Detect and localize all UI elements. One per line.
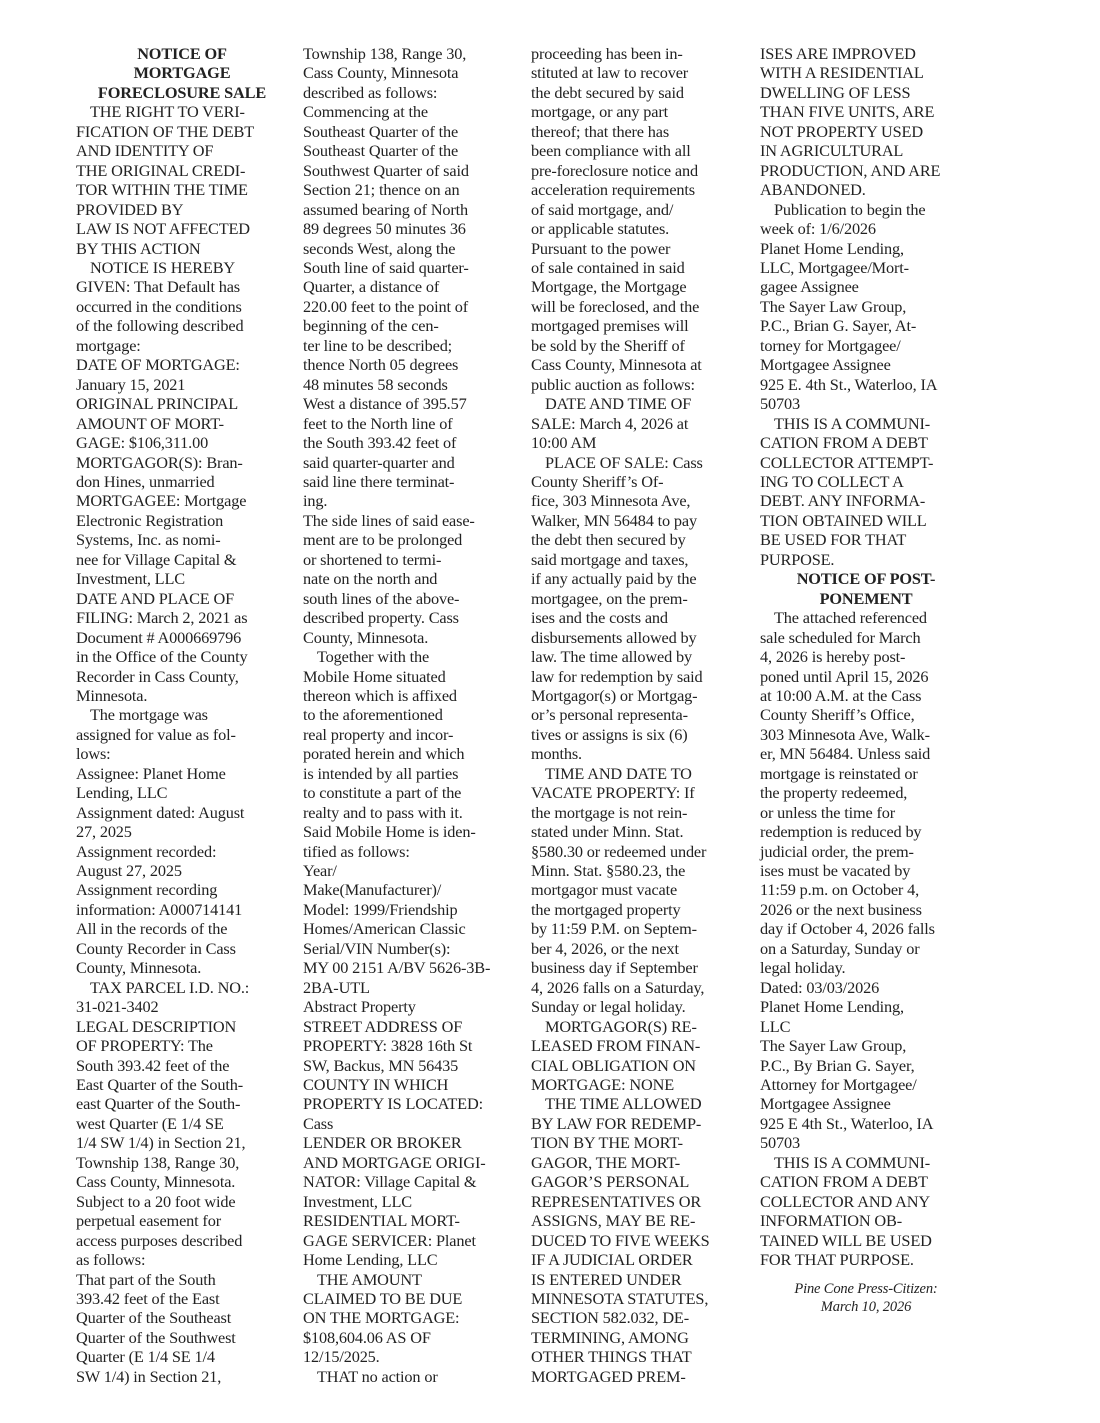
paragraph-start-line: TAX PARCEL I.D. NO.:: [90, 977, 250, 997]
text-line: redemption is reduced by: [760, 822, 922, 842]
text-line: or shortened to termi-: [303, 549, 442, 569]
text-line: Assignment dated: August: [76, 802, 245, 822]
text-line: FOR THAT PURPOSE.: [760, 1250, 914, 1270]
column-4: [760, 44, 972, 1316]
text-line: ISES ARE IMPROVED: [760, 44, 916, 63]
text-line: The Sayer Law Group,: [760, 296, 907, 316]
text-line: law. The time allowed by: [531, 647, 692, 667]
text-line: West a distance of 395.57: [303, 394, 467, 414]
paragraph-start-line: Together with the: [317, 647, 430, 667]
text-line: west Quarter (E 1/4 SE: [76, 1113, 224, 1133]
text-line: fice, 303 Minnesota Ave,: [531, 491, 691, 511]
text-line: perpetual easement for: [76, 1211, 221, 1231]
text-line: Model: 1999/Friendship: [303, 899, 458, 919]
text-line: 12/15/2025.: [303, 1347, 380, 1367]
paragraph-start-line: DATE AND TIME OF: [545, 394, 692, 414]
text-line: CATION FROM A DEBT: [760, 1172, 928, 1192]
text-line: PROPERTY: 3828 16th St: [303, 1036, 473, 1056]
text-line: beginning of the cen-: [303, 316, 439, 336]
text-line: er, MN 56484. Unless said: [760, 744, 931, 764]
text-line: BY THIS ACTION: [76, 238, 201, 258]
text-line: FICATION OF THE DEBT: [76, 121, 255, 141]
text-line: BY LAW FOR REDEMP-: [531, 1113, 702, 1133]
text-line: Assignee: Planet Home: [76, 763, 226, 783]
notice-heading: NOTICE OF: [137, 44, 227, 63]
text-line: 10:00 AM: [531, 433, 597, 453]
text-line: Southwest Quarter of said: [303, 160, 469, 180]
text-line: 27, 2025: [76, 822, 132, 842]
text-line: MY 00 2151 A/BV 5626-3B-: [303, 958, 491, 978]
text-line: Mortgagee Assignee: [760, 355, 891, 375]
text-line: DUCED TO FIVE WEEKS: [531, 1230, 710, 1250]
text-line: Cass: [303, 1113, 334, 1133]
text-line: of the following described: [76, 316, 244, 336]
text-line: on a Saturday, Sunday or: [760, 938, 920, 958]
text-line: stituted at law to recover: [531, 63, 689, 83]
text-line: the property redeemed,: [760, 783, 908, 803]
text-line: SALE: March 4, 2026 at: [531, 413, 689, 433]
text-line: gagee Assignee: [760, 277, 859, 297]
text-line: mortgage, or any part: [531, 102, 668, 122]
text-line: LEGAL DESCRIPTION: [76, 1016, 237, 1036]
text-line: proceeding has been in-: [531, 44, 683, 63]
text-line: Minnesota.: [76, 685, 148, 705]
text-line: 393.42 feet of the East: [76, 1289, 220, 1308]
text-line: assigned for value as fol-: [76, 724, 236, 744]
text-line: TION OBTAINED WILL: [760, 510, 927, 530]
text-line: ises and the costs and: [531, 608, 668, 628]
text-line: ment are to be prolonged: [303, 530, 463, 550]
text-line: Mortgagee Assignee: [760, 1094, 891, 1114]
text-line: THAN FIVE UNITS, ARE: [760, 102, 935, 122]
text-line: Section 21; thence on an: [303, 180, 460, 200]
text-line: ABANDONED.: [760, 180, 866, 200]
text-line: LLC, Mortgagee/Mort-: [760, 257, 909, 277]
text-line: LEASED FROM FINAN-: [531, 1036, 701, 1056]
text-line: AND MORTGAGE ORIGI-: [303, 1152, 486, 1172]
text-line: CLAIMED TO BE DUE: [303, 1289, 463, 1308]
paragraph-start-line: The mortgage was: [90, 705, 208, 725]
text-line: ter line to be described;: [303, 335, 453, 355]
text-line: Quarter, a distance of: [303, 277, 440, 297]
column-1: [76, 44, 288, 1386]
text-line: The Sayer Law Group,: [760, 1036, 907, 1056]
text-line: 2BA-UTL: [303, 977, 370, 997]
text-line: pre-foreclosure notice and: [531, 160, 698, 180]
text-line: or’s personal representa-: [531, 705, 688, 725]
text-line: 303 Minnesota Ave, Walk-: [760, 724, 930, 744]
text-line: Quarter of the Southeast: [76, 1308, 232, 1328]
text-line: Serial/VIN Number(s):: [303, 938, 451, 958]
text-line: nate on the north and: [303, 569, 438, 589]
legal-notice-page: [76, 44, 996, 1384]
text-line: SW 1/4) in Section 21,: [76, 1366, 222, 1386]
text-line: INFORMATION OB-: [760, 1211, 903, 1231]
text-line: to constitute a part of the: [303, 783, 462, 803]
text-line: Cass County, Minnesota: [303, 63, 459, 83]
text-line: County Sheriff’s Of-: [531, 471, 664, 491]
text-line: Commencing at the: [303, 102, 428, 122]
text-line: is intended by all parties: [303, 763, 459, 783]
text-line: VACATE PROPERTY: If: [531, 783, 695, 803]
text-line: IN AGRICULTURAL: [760, 141, 904, 161]
text-line: SECTION 582.032, DE-: [531, 1308, 689, 1328]
text-line: P.C., By Brian G. Sayer,: [760, 1055, 915, 1075]
text-line: 2026 or the next business: [760, 899, 922, 919]
text-line: 220.00 feet to the point of: [303, 296, 469, 316]
text-line: at 10:00 A.M. at the Cass: [760, 685, 922, 705]
column-3: [531, 44, 743, 1386]
text-line: legal holiday.: [760, 958, 846, 978]
text-line: will be foreclosed, and the: [531, 296, 700, 316]
text-line: DATE OF MORTGAGE:: [76, 355, 240, 375]
text-line: said mortgage and taxes,: [531, 549, 689, 569]
text-line: East Quarter of the South-: [76, 1075, 244, 1095]
paragraph-start-line: THE RIGHT TO VERI-: [90, 102, 245, 122]
text-line: thereon which is affixed: [303, 685, 457, 705]
text-line: occurred in the conditions: [76, 296, 242, 316]
text-line: described as follows:: [303, 82, 438, 102]
paragraph-start-line: THE TIME ALLOWED: [545, 1094, 702, 1114]
text-line: ON THE MORTGAGE:: [303, 1308, 460, 1328]
text-line: to the aforementioned: [303, 705, 443, 725]
text-line: GIVEN: That Default has: [76, 277, 240, 297]
text-line: by 11:59 P.M. on Septem-: [531, 919, 697, 939]
text-line: NATOR: Village Capital &: [303, 1172, 477, 1192]
text-line: Recorder in Cass County,: [76, 666, 239, 686]
text-line: the mortgaged property: [531, 899, 681, 919]
text-line: Attorney for Mortgagee/: [760, 1075, 917, 1095]
text-line: Mobile Home situated: [303, 666, 446, 686]
text-line: GAGOR, THE MORT-: [531, 1152, 681, 1172]
text-line: IF A JUDICIAL ORDER: [531, 1250, 693, 1270]
text-line: thence North 05 degrees: [303, 355, 459, 375]
text-line: PROPERTY IS LOCATED:: [303, 1094, 483, 1114]
text-line: PRODUCTION, AND ARE: [760, 160, 941, 180]
notice-heading: NOTICE OF POST-: [796, 569, 936, 589]
text-line: judicial order, the prem-: [760, 841, 914, 861]
text-line: IS ENTERED UNDER: [531, 1269, 682, 1289]
text-line: disbursements allowed by: [531, 627, 697, 647]
text-line: Pursuant to the power: [531, 238, 671, 258]
publication-credit: Pine Cone Press-Citizen:: [794, 1280, 938, 1297]
paragraph-start-line: THIS IS A COMMUNI-: [774, 1152, 931, 1172]
text-line: tified as follows:: [303, 841, 410, 861]
text-line: 50703: [760, 1133, 800, 1153]
text-line: TOR WITHIN THE TIME: [76, 180, 248, 200]
text-line: RESIDENTIAL MORT-: [303, 1211, 460, 1231]
text-line: the mortgage is not rein-: [531, 802, 688, 822]
text-line: AMOUNT OF MORT-: [76, 413, 224, 433]
text-line: Planet Home Lending,: [760, 238, 904, 258]
paragraph-start-line: MORTGAGOR(S) RE-: [545, 1016, 697, 1036]
text-line: as follows:: [76, 1250, 146, 1270]
text-line: Dated: 03/03/2026: [760, 977, 880, 997]
text-line: STREET ADDRESS OF: [303, 1016, 463, 1036]
text-line: South line of said quarter-: [303, 257, 469, 277]
text-line: SW, Backus, MN 56435: [303, 1055, 459, 1075]
text-line: Homes/American Classic: [303, 919, 466, 939]
text-line: sale scheduled for March: [760, 627, 921, 647]
text-line: 11:59 p.m. on October 4,: [760, 880, 920, 900]
text-line: public auction as follows:: [531, 374, 695, 394]
text-line: MORTGAGEE: Mortgage: [76, 491, 247, 511]
text-line: the debt then secured by: [531, 530, 686, 550]
text-line: LENDER OR BROKER: [303, 1133, 462, 1153]
text-line: §580.30 or redeemed under: [531, 841, 707, 861]
text-line: ING TO COLLECT A: [760, 471, 904, 491]
text-line: mortgage:: [76, 335, 141, 355]
text-line: 89 degrees 50 minutes 36: [303, 219, 466, 239]
text-line: Mortgage, the Mortgage: [531, 277, 687, 297]
text-line: 50703: [760, 394, 800, 414]
text-line: ASSIGNS, MAY BE RE-: [531, 1211, 696, 1231]
text-line: MINNESOTA STATUTES,: [531, 1289, 709, 1308]
text-line: business day if September: [531, 958, 698, 978]
text-line: Cass County, Minnesota.: [76, 1172, 236, 1192]
text-line: County, Minnesota.: [76, 958, 202, 978]
text-line: seconds West, along the: [303, 238, 456, 258]
text-line: TERMINING, AMONG: [531, 1327, 689, 1347]
text-line: Mortgagor(s) or Mortgag-: [531, 685, 698, 705]
text-line: Investment, LLC: [76, 569, 185, 589]
text-line: 925 E. 4th St., Waterloo, IA: [760, 374, 938, 394]
publication-credit: March 10, 2026: [820, 1298, 912, 1315]
text-line: TAINED WILL BE USED: [760, 1230, 932, 1250]
text-line: assumed bearing of North: [303, 199, 469, 219]
text-line: County, Minnesota.: [303, 627, 429, 647]
text-line: MORTGAGE: NONE: [531, 1075, 674, 1095]
text-line: That part of the South: [76, 1269, 216, 1289]
text-line: $108,604.06 AS OF: [303, 1327, 431, 1347]
text-line: 31-021-3402: [76, 997, 159, 1017]
text-line: or applicable statutes.: [531, 219, 670, 239]
text-line: January 15, 2021: [76, 374, 186, 394]
text-line: Walker, MN 56484 to pay: [531, 510, 697, 530]
text-line: real property and incor-: [303, 724, 454, 744]
column-2: [303, 44, 515, 1386]
text-line: Electronic Registration: [76, 510, 224, 530]
text-line: said quarter-quarter and: [303, 452, 455, 472]
paragraph-start-line: TIME AND DATE TO: [545, 763, 692, 783]
paragraph-start-line: Publication to begin the: [774, 199, 926, 219]
text-line: BE USED FOR THAT: [760, 530, 907, 550]
text-line: P.C., Brian G. Sayer, At-: [760, 316, 917, 336]
text-line: mortgagor must vacate: [531, 880, 678, 900]
notice-heading: MORTGAGE: [133, 63, 231, 83]
text-line: day if October 4, 2026 falls: [760, 919, 935, 939]
text-line: August 27, 2025: [76, 861, 182, 881]
text-line: information: A000714141: [76, 899, 243, 919]
text-line: COLLECTOR ATTEMPT-: [760, 452, 934, 472]
text-line: or unless the time for: [760, 802, 896, 822]
text-line: Abstract Property: [303, 997, 416, 1017]
text-line: law for redemption by said: [531, 666, 703, 686]
text-line: County Sheriff’s Office,: [760, 705, 915, 725]
text-line: of sale contained in said: [531, 257, 685, 277]
text-line: 1/4 SW 1/4) in Section 21,: [76, 1133, 246, 1153]
text-line: acceleration requirements: [531, 180, 695, 200]
text-line: Southeast Quarter of the: [303, 141, 459, 161]
text-line: of said mortgage, and/: [531, 199, 674, 219]
text-line: mortgaged premises will: [531, 316, 689, 336]
text-line: CATION FROM A DEBT: [760, 433, 928, 453]
text-line: Year/: [303, 861, 337, 881]
text-line: Quarter (E 1/4 SE 1/4: [76, 1347, 215, 1367]
text-line: PURPOSE.: [760, 549, 835, 569]
text-line: Systems, Inc. as nomi-: [76, 530, 221, 550]
text-line: nee for Village Capital &: [76, 549, 237, 569]
text-line: don Hines, unmarried: [76, 471, 215, 491]
text-line: access purposes described: [76, 1230, 243, 1250]
text-line: Township 138, Range 30,: [76, 1152, 240, 1172]
text-line: REPRESENTATIVES OR: [531, 1191, 702, 1211]
text-line: torney for Mortgagee/: [760, 335, 901, 355]
spacer: [760, 1270, 972, 1280]
text-line: 48 minutes 58 seconds: [303, 374, 448, 394]
text-line: mortgagee, on the prem-: [531, 588, 688, 608]
notice-heading: FORECLOSURE SALE: [97, 82, 267, 102]
paragraph-start-line: THIS IS A COMMUNI-: [774, 413, 931, 433]
text-line: OF PROPERTY: The: [76, 1036, 213, 1056]
text-line: Assignment recorded:: [76, 841, 217, 861]
text-line: Cass County, Minnesota at: [531, 355, 702, 375]
text-line: GAGOR’S PERSONAL: [531, 1172, 690, 1192]
text-line: Planet Home Lending,: [760, 997, 904, 1017]
text-line: Township 138, Range 30,: [303, 44, 467, 63]
text-line: the debt secured by said: [531, 82, 684, 102]
text-line: east Quarter of the South-: [76, 1094, 241, 1114]
text-line: the South 393.42 feet of: [303, 433, 457, 453]
text-line: realty and to pass with it.: [303, 802, 463, 822]
text-line: COUNTY IN WHICH: [303, 1075, 449, 1095]
text-line: south lines of the above-: [303, 588, 460, 608]
paragraph-start-line: THAT no action or: [317, 1366, 438, 1386]
notice-heading: PONEMENT: [819, 588, 913, 608]
text-line: THE ORIGINAL CREDI-: [76, 160, 246, 180]
text-line: DATE AND PLACE OF: [76, 588, 235, 608]
text-line: ises must be vacated by: [760, 861, 911, 881]
text-line: MORTGAGOR(S): Bran-: [76, 452, 243, 472]
text-line: months.: [531, 744, 582, 764]
text-line: TION BY THE MORT-: [531, 1133, 683, 1153]
text-line: Minn. Stat. §580.23, the: [531, 861, 686, 881]
text-line: GAGE: $106,311.00: [76, 433, 209, 453]
text-line: Southeast Quarter of the: [303, 121, 459, 141]
text-line: MORTGAGED PREM-: [531, 1366, 686, 1386]
text-line: 4, 2026 is hereby post-: [760, 647, 906, 667]
text-line: 925 E 4th St., Waterloo, IA: [760, 1113, 934, 1133]
text-line: if any actually paid by the: [531, 569, 697, 589]
text-line: The side lines of said ease-: [303, 510, 475, 530]
text-line: FILING: March 2, 2021 as: [76, 608, 248, 628]
text-line: AND IDENTITY OF: [76, 141, 214, 161]
text-line: Investment, LLC: [303, 1191, 412, 1211]
text-line: WITH A RESIDENTIAL: [760, 63, 924, 83]
text-line: Make(Manufacturer)/: [303, 880, 442, 900]
text-line: Document # A000669796: [76, 627, 242, 647]
text-line: stated under Minn. Stat.: [531, 822, 684, 842]
text-line: said line there terminat-: [303, 471, 455, 491]
paragraph-start-line: PLACE OF SALE: Cass: [545, 452, 703, 472]
text-line: GAGE SERVICER: Planet: [303, 1230, 476, 1250]
text-line: ORIGINAL PRINCIPAL: [76, 394, 239, 414]
text-line: be sold by the Sheriff of: [531, 335, 685, 355]
text-line: mortgage is reinstated or: [760, 763, 918, 783]
text-line: All in the records of the: [76, 919, 228, 939]
text-line: tives or assigns is six (6): [531, 724, 688, 744]
text-line: Quarter of the Southwest: [76, 1327, 236, 1347]
text-line: LLC: [760, 1016, 791, 1036]
text-line: COLLECTOR AND ANY: [760, 1191, 930, 1211]
text-line: Home Lending, LLC: [303, 1250, 438, 1270]
text-line: described property. Cass: [303, 608, 459, 628]
text-line: DEBT. ANY INFORMA-: [760, 491, 926, 511]
text-line: porated herein and which: [303, 744, 465, 764]
text-line: poned until April 15, 2026: [760, 666, 929, 686]
text-line: County Recorder in Cass: [76, 938, 236, 958]
text-line: OTHER THINGS THAT: [531, 1347, 692, 1367]
text-line: feet to the North line of: [303, 413, 453, 433]
text-line: ing.: [303, 491, 328, 511]
text-line: NOT PROPERTY USED: [760, 121, 923, 141]
text-line: thereof; that there has: [531, 121, 670, 141]
text-line: Subject to a 20 foot wide: [76, 1191, 236, 1211]
text-line: week of: 1/6/2026: [760, 219, 876, 239]
text-line: DWELLING OF LESS: [760, 82, 911, 102]
text-line: in the Office of the County: [76, 647, 248, 667]
text-line: 4, 2026 falls on a Saturday,: [531, 977, 705, 997]
paragraph-start-line: THE AMOUNT: [317, 1269, 422, 1289]
paragraph-start-line: NOTICE IS HEREBY: [90, 257, 236, 277]
paragraph-start-line: The attached referenced: [774, 608, 927, 628]
text-line: PROVIDED BY: [76, 199, 184, 219]
text-line: lows:: [76, 744, 111, 764]
text-line: Sunday or legal holiday.: [531, 997, 686, 1017]
text-line: LAW IS NOT AFFECTED: [76, 219, 250, 239]
text-line: Lending, LLC: [76, 783, 168, 803]
text-line: Said Mobile Home is iden-: [303, 822, 476, 842]
text-line: South 393.42 feet of the: [76, 1055, 230, 1075]
text-line: Assignment recording: [76, 880, 218, 900]
text-line: been compliance with all: [531, 141, 691, 161]
text-line: CIAL OBLIGATION ON: [531, 1055, 696, 1075]
text-line: ber 4, 2026, or the next: [531, 938, 679, 958]
